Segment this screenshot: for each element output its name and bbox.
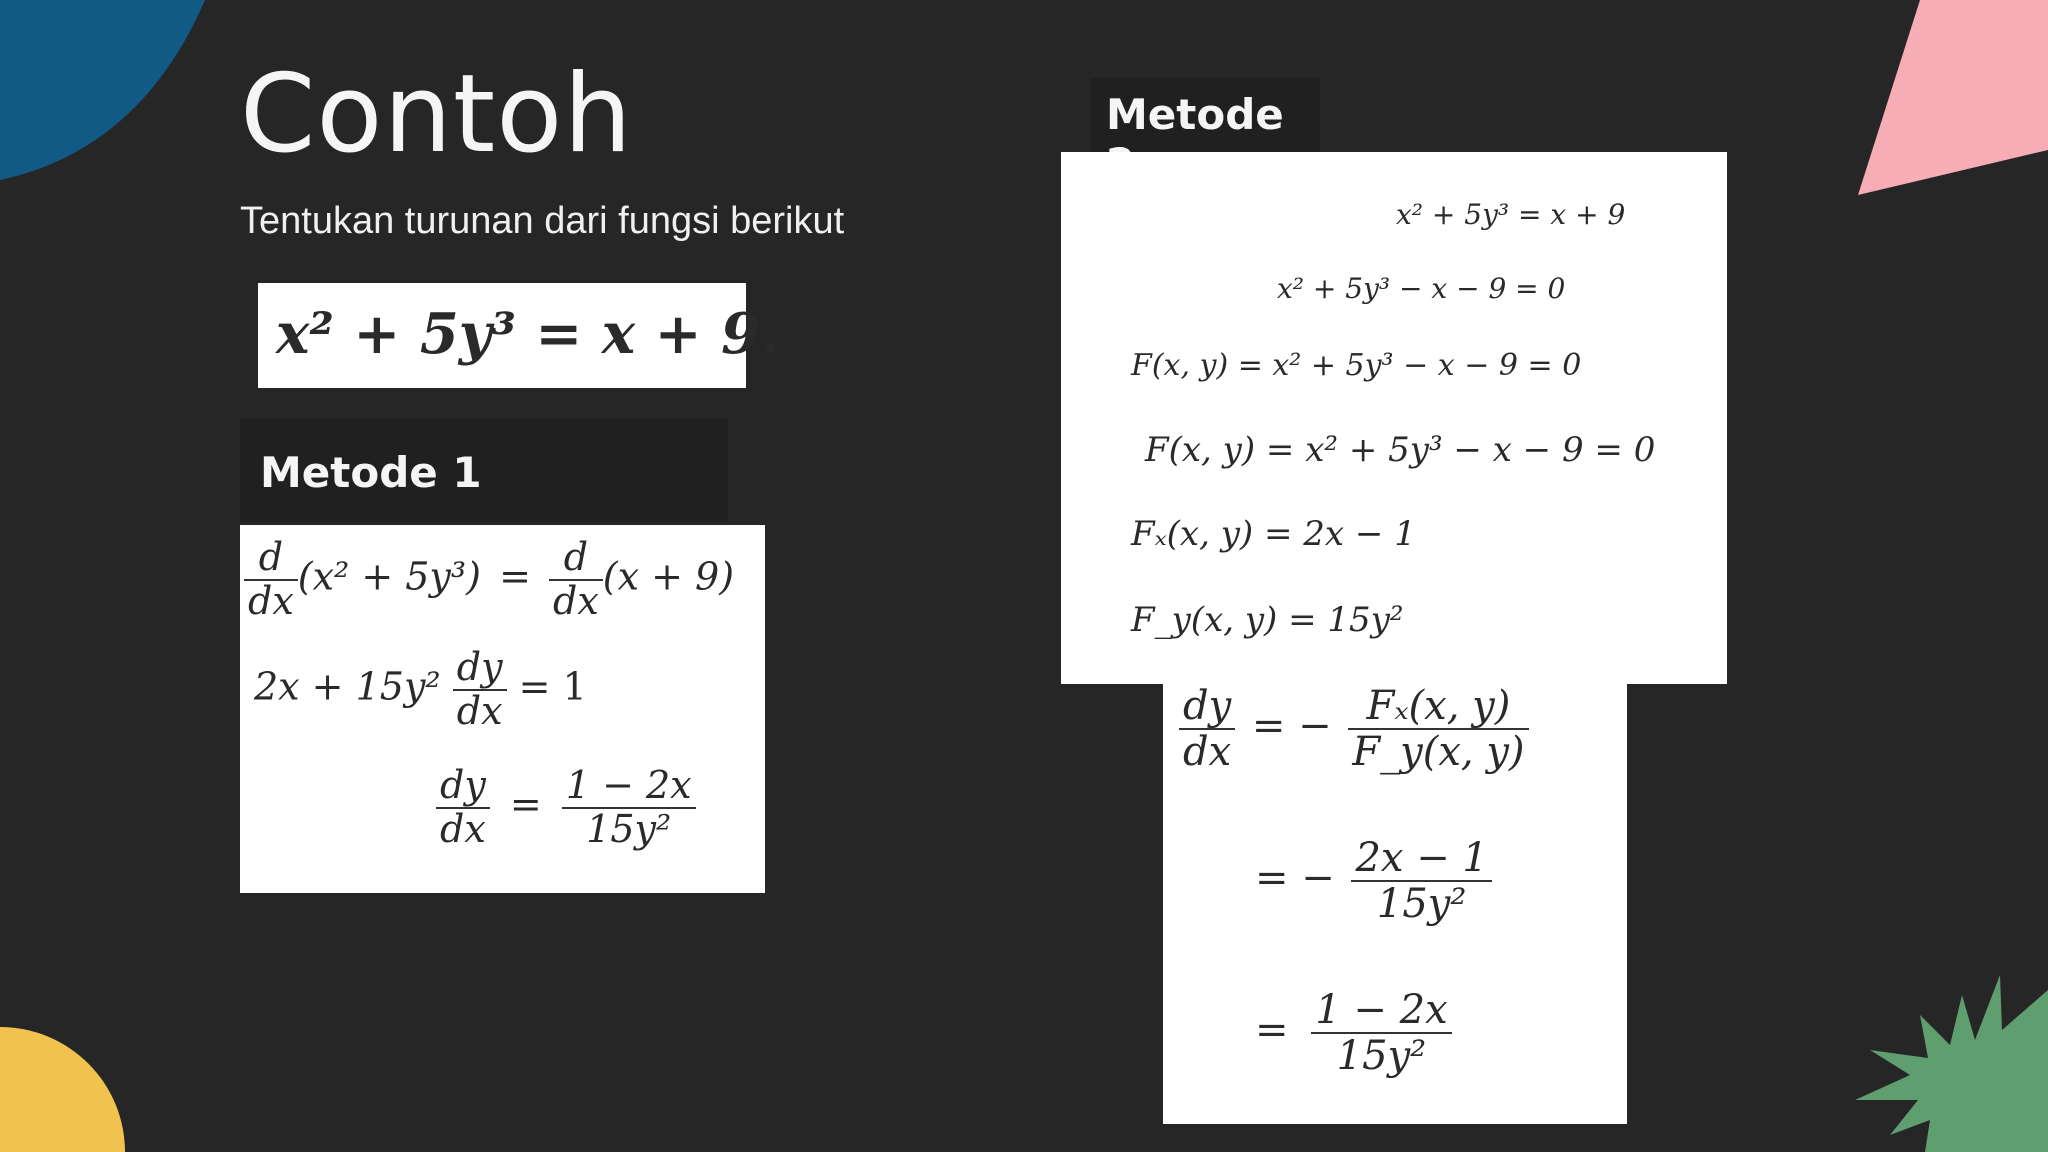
blue-corner-shape	[0, 0, 210, 185]
method1-line1-eq: =	[499, 554, 531, 599]
method2-line6: F_y(x, y) = 15y²	[1131, 600, 1404, 640]
method1-line2	[254, 647, 587, 733]
method2-step3	[1255, 988, 1452, 1078]
pink-corner-shape	[1855, 0, 2048, 200]
method1-label	[240, 418, 728, 522]
method2-step3-eq: =	[1255, 1007, 1289, 1053]
method2-lower-panel	[1163, 684, 1627, 1124]
method2-line1: x² + 5y³ = x + 9	[1396, 198, 1626, 231]
green-starburst-shape	[1850, 970, 2048, 1152]
method2-step2-eq: = −	[1255, 855, 1335, 901]
method1-line3-rhs-frac: $\frac{1 - 2x}{\text{15y²}}$	[562, 765, 696, 851]
equation-box	[258, 283, 780, 388]
method1-line1-rhs-expr: (x + 9)	[602, 554, 735, 599]
method1-line1-lhs-expr: (x² + 5y³)	[297, 554, 481, 599]
method1-line3-eq: =	[509, 782, 542, 827]
method2-line4: F(x, y) = x² + 5y³ − x − 9 = 0	[1145, 430, 1656, 470]
slide-title: Contoh	[240, 52, 633, 177]
method1-line2-rhs: = 1	[518, 664, 587, 709]
method1-line1-lhs-frac: $\frac{d}{dx}$	[244, 537, 298, 623]
method2-upper-panel	[1061, 152, 1727, 684]
method2-step2-frac: $\frac{2x - 1}{\text{15y²}}$	[1351, 836, 1491, 926]
method2-step2	[1255, 836, 1492, 926]
method2-line2: x² + 5y³ − x − 9 = 0	[1277, 272, 1566, 305]
method1-line1	[244, 537, 734, 623]
method2-line3: F(x, y) = x² + 5y³ − x − 9 = 0	[1131, 348, 1582, 383]
method2-line5: Fₓ(x, y) = 2x − 1	[1131, 514, 1416, 554]
method1-line3-lhs-frac: $\frac{dy}{dx}$	[436, 765, 490, 851]
method1-line1-rhs-frac: $\frac{d}{dx}$	[549, 537, 603, 623]
method2-label-text: Metode	[1106, 90, 1284, 139]
method1-line2-lhs: 2x + 15y²	[254, 664, 441, 709]
method1-panel	[240, 525, 765, 893]
method1-line2-frac: $\frac{dy}{dx}$	[453, 647, 507, 733]
method2-deriv-rhs-frac: $\frac{\text{Fₓ(x, y)}}{F\_y(x, y)}$	[1348, 684, 1528, 774]
method2-label	[1090, 78, 1320, 152]
slide-subtitle: Tentukan turunan dari fungsi berikut	[240, 200, 845, 242]
method1-label-text: Metode 1	[260, 448, 482, 497]
method1-line3	[436, 765, 696, 851]
yellow-corner-shape	[0, 1025, 130, 1152]
method2-derivative	[1179, 684, 1529, 774]
main-equation: x² + 5y³ = x + 9.	[276, 301, 780, 367]
method2-deriv-eq: = −	[1251, 703, 1332, 749]
method2-step3-frac: $\frac{1 - 2x}{\text{15y²}}$	[1311, 988, 1451, 1078]
method2-deriv-lhs-frac: $\frac{dy}{dx}$	[1179, 684, 1235, 774]
